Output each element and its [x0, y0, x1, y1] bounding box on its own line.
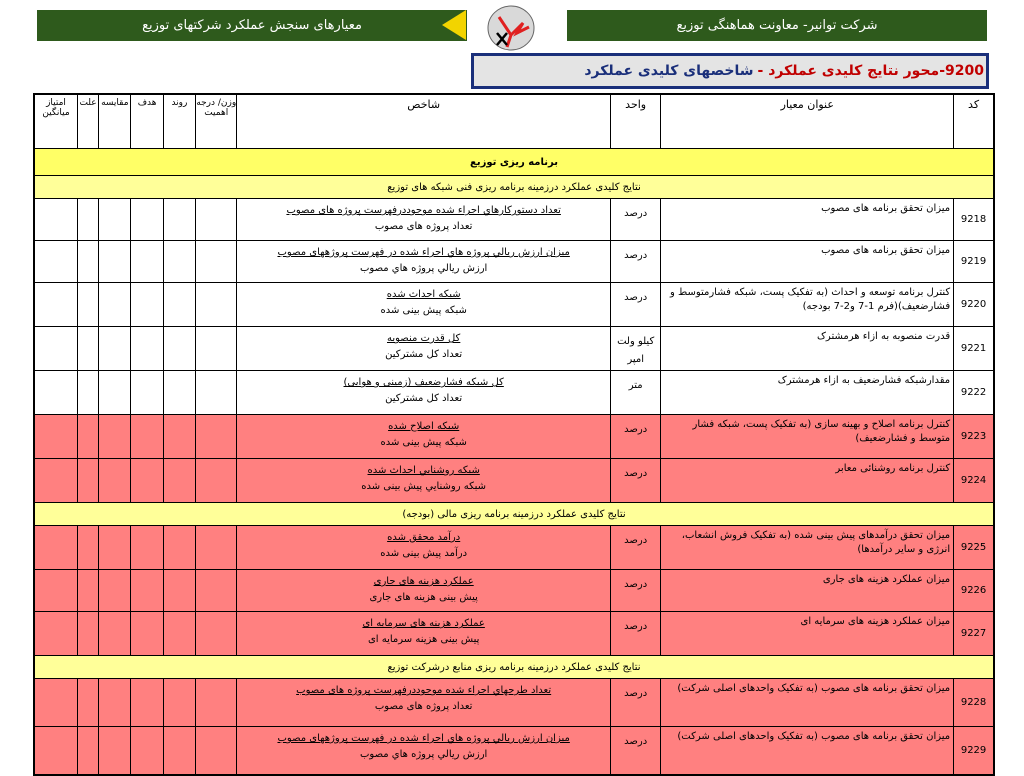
table-row: [34, 241, 994, 283]
row-cause-cell: [77, 570, 98, 612]
row-avg-score-cell: [34, 727, 77, 775]
row-criterion: میزان عملکرد هزینه های سرمایه ای: [661, 612, 954, 656]
row-trend-cell: [163, 612, 195, 656]
row-code: 9218: [954, 199, 994, 241]
indicator-numerator: تعداد دستورکارهاي اجراء شده موجوددرفهرست پروژه های مصوب: [286, 205, 561, 216]
row-code: 9221: [954, 327, 994, 371]
row-weight-cell: [196, 371, 237, 415]
table-row: [34, 679, 994, 727]
rows-group-3: [34, 679, 994, 775]
rows-group-2: [34, 526, 994, 656]
row-target-cell: [131, 727, 163, 775]
row-trend-cell: [163, 679, 195, 727]
indicator-denominator: تعداد پروژه های مصوب: [374, 701, 473, 712]
row-cause-cell: [77, 727, 98, 775]
row-unit: درصد: [610, 679, 660, 727]
row-code: 9229: [954, 727, 994, 775]
row-code: 9222: [954, 371, 994, 415]
row-target-cell: [131, 415, 163, 459]
row-trend-cell: [163, 570, 195, 612]
row-cause-cell: [77, 199, 98, 241]
indicator-numerator: شبکه روشنایي احداث شده: [367, 465, 480, 476]
indicator-numerator: ميزان ارزش ريالي پروژه هاي اجراء شده در فهرست پروژههای مصوب: [277, 247, 570, 258]
row-unit: درصد: [610, 526, 660, 570]
row-code: 9227: [954, 612, 994, 656]
row-criterion: میزان تحقق برنامه های مصوب: [661, 241, 954, 283]
row-avg-score-cell: [34, 199, 77, 241]
row-code: 9226: [954, 570, 994, 612]
row-target-cell: [131, 570, 163, 612]
row-avg-score-cell: [34, 679, 77, 727]
col-weight: وزن/ درجه اهمیت: [196, 94, 237, 149]
indicator-denominator: ارزش ريالي پروژه هاي مصوب: [359, 749, 488, 760]
row-code: 9228: [954, 679, 994, 727]
row-compare-cell: [99, 415, 131, 459]
row-indicator: [237, 327, 611, 371]
row-trend-cell: [163, 459, 195, 503]
row-indicator: [237, 415, 611, 459]
col-code: کد: [954, 94, 994, 149]
row-trend-cell: [163, 727, 195, 775]
row-compare-cell: [99, 241, 131, 283]
row-target-cell: [131, 679, 163, 727]
row-indicator: [237, 371, 611, 415]
row-compare-cell: [99, 327, 131, 371]
table-row: [34, 570, 994, 612]
row-compare-cell: [99, 727, 131, 775]
col-trend: روند: [163, 94, 195, 149]
row-unit: درصد: [610, 415, 660, 459]
row-indicator: [237, 459, 611, 503]
row-avg-score-cell: [34, 612, 77, 656]
row-unit: درصد: [610, 241, 660, 283]
indicator-numerator: تعداد طرحهاي اجراء شده موجوددرفهرست پروژه های مصوب: [296, 685, 552, 696]
section-title-blue: شاخصهای کلیدی عملکرد: [584, 63, 754, 79]
section-title-red: محور نتایج کلیدی عملکرد -: [757, 63, 940, 79]
row-weight-cell: [196, 415, 237, 459]
row-criterion: قدرت منصوبه به ازاء هرمشترک: [661, 327, 954, 371]
row-indicator: [237, 727, 611, 775]
row-avg-score-cell: [34, 415, 77, 459]
indicator-numerator: کل قدرت منصوبه: [387, 333, 461, 344]
col-avg-score: امتیاز میانگین: [34, 94, 77, 149]
kpi-table: [33, 93, 995, 776]
row-cause-cell: [77, 526, 98, 570]
indicator-numerator: درآمد محقق شده: [387, 532, 461, 543]
row-target-cell: [131, 241, 163, 283]
table-row: [34, 526, 994, 570]
table-row: [34, 371, 994, 415]
row-compare-cell: [99, 526, 131, 570]
row-cause-cell: [77, 612, 98, 656]
row-criterion: میزان تحقق برنامه های مصوب (به تفکیک واحدهای اصلی شرکت): [661, 679, 954, 727]
row-weight-cell: [196, 727, 237, 775]
row-cause-cell: [77, 415, 98, 459]
row-unit: درصد: [610, 459, 660, 503]
row-criterion: مقدارشبکه فشارضعیف به ازاء هرمشترک: [661, 371, 954, 415]
section-code: 9200-: [939, 63, 984, 79]
row-trend-cell: [163, 283, 195, 327]
indicator-denominator: ارزش ريالي پروژه هاي مصوب: [359, 263, 488, 274]
row-code: 9219: [954, 241, 994, 283]
table-row: [34, 727, 994, 775]
section-heading: نتایج کلیدی عملکرد درزمینه برنامه ریزی مالی (بودجه): [34, 503, 994, 526]
row-cause-cell: [77, 283, 98, 327]
row-indicator: [237, 283, 611, 327]
row-target-cell: [131, 199, 163, 241]
indicator-numerator: شبکه اصلاح شده: [388, 421, 460, 432]
row-compare-cell: [99, 570, 131, 612]
header-left-title: معیارهای سنجش عملکرد شرکتهای توزیع: [37, 10, 467, 41]
table-row: [34, 612, 994, 656]
row-trend-cell: [163, 371, 195, 415]
row-code: 9224: [954, 459, 994, 503]
arrow-left-icon: [442, 10, 466, 40]
row-indicator: [237, 612, 611, 656]
row-trend-cell: [163, 199, 195, 241]
row-weight-cell: [196, 199, 237, 241]
row-compare-cell: [99, 371, 131, 415]
row-weight-cell: [196, 612, 237, 656]
row-criterion: کنترل برنامه روشنائی معابر: [661, 459, 954, 503]
row-weight-cell: [196, 283, 237, 327]
row-unit: درصد: [610, 612, 660, 656]
row-target-cell: [131, 283, 163, 327]
row-avg-score-cell: [34, 570, 77, 612]
row-unit: کیلو ولت امپر: [610, 327, 660, 371]
section-title: [471, 53, 989, 89]
row-code: 9225: [954, 526, 994, 570]
indicator-denominator: شبکه پیش بینی شده: [380, 437, 467, 448]
row-indicator: [237, 199, 611, 241]
row-cause-cell: [77, 679, 98, 727]
row-unit: درصد: [610, 199, 660, 241]
indicator-denominator: تعداد پروژه های مصوب: [374, 221, 473, 232]
indicator-numerator: شبکه احداث شده: [386, 289, 461, 300]
row-indicator: [237, 241, 611, 283]
table-row: [34, 415, 994, 459]
row-unit: متر: [610, 371, 660, 415]
row-avg-score-cell: [34, 526, 77, 570]
row-unit: درصد: [610, 727, 660, 775]
row-indicator: [237, 526, 611, 570]
row-weight-cell: [196, 526, 237, 570]
row-avg-score-cell: [34, 241, 77, 283]
row-weight-cell: [196, 327, 237, 371]
col-cause: علت: [77, 94, 98, 149]
col-indicator: شاخص: [237, 94, 611, 149]
row-unit: درصد: [610, 283, 660, 327]
row-weight-cell: [196, 570, 237, 612]
row-unit: درصد: [610, 570, 660, 612]
row-target-cell: [131, 459, 163, 503]
col-compare: مقایسه: [99, 94, 131, 149]
row-target-cell: [131, 371, 163, 415]
table-row: [34, 199, 994, 241]
row-code: 9223: [954, 415, 994, 459]
indicator-numerator: عملکرد هزینه های جاری: [373, 576, 474, 587]
indicator-denominator: درآمد پیش بینی شده: [380, 548, 468, 559]
row-cause-cell: [77, 327, 98, 371]
row-target-cell: [131, 327, 163, 371]
row-trend-cell: [163, 327, 195, 371]
row-weight-cell: [196, 679, 237, 727]
indicator-denominator: پیش بینی هزینه های جاری: [369, 592, 478, 603]
table-row: [34, 283, 994, 327]
table-header-row: [34, 94, 994, 149]
indicator-numerator: عملکرد هزینه های سرمایه ای: [362, 618, 485, 629]
row-weight-cell: [196, 459, 237, 503]
row-compare-cell: [99, 283, 131, 327]
row-target-cell: [131, 526, 163, 570]
indicator-denominator: پیش بینی هزینه سرمایه ای: [367, 634, 480, 645]
indicator-denominator: شبکه پیش بینی شده: [380, 305, 467, 316]
row-indicator: [237, 679, 611, 727]
row-compare-cell: [99, 612, 131, 656]
row-code: 9220: [954, 283, 994, 327]
table-row: [34, 327, 994, 371]
indicator-denominator: تعداد کل مشترکین: [385, 393, 463, 404]
row-avg-score-cell: [34, 283, 77, 327]
row-criterion: کنترل برنامه توسعه و احداث (به تفکیک پست، شبکه فشارمتوسط و فشارضعیف)(فرم 1-7 و2-7 بودجه): [661, 283, 954, 327]
row-criterion: میزان تحقق برنامه های مصوب: [661, 199, 954, 241]
indicator-numerator: کل شبکه فشارضعیف (زمینی و هوایی): [343, 377, 504, 388]
indicator-denominator: تعداد کل مشترکین: [385, 349, 463, 360]
table-row: [34, 459, 994, 503]
tavanir-logo: [477, 3, 545, 53]
row-trend-cell: [163, 415, 195, 459]
row-target-cell: [131, 612, 163, 656]
section-heading: برنامه ریزی توزیع: [34, 149, 994, 176]
rows-group-1: [34, 199, 994, 503]
row-trend-cell: [163, 526, 195, 570]
row-criterion: میزان تحقق برنامه های مصوب (به تفکیک واحدهای اصلی شرکت): [661, 727, 954, 775]
indicator-denominator: شبکه روشنایي پیش بینی شده: [361, 481, 487, 492]
indicator-numerator: ميزان ارزش ريالي پروژه هاي اجراء شده در فهرست پروژههای مصوب: [277, 733, 570, 744]
row-weight-cell: [196, 241, 237, 283]
section-heading: نتایج کلیدی عملکرد درزمینه برنامه ریزی منابع درشرکت توزیع: [34, 656, 994, 679]
row-criterion: کنترل برنامه اصلاح و بهینه سازی (به تفکیک پست، شبکه فشار متوسط و فشارضعیف): [661, 415, 954, 459]
row-avg-score-cell: [34, 459, 77, 503]
row-criterion: میزان عملکرد هزینه های جاری: [661, 570, 954, 612]
row-cause-cell: [77, 241, 98, 283]
col-unit: واحد: [610, 94, 660, 149]
row-trend-cell: [163, 241, 195, 283]
row-compare-cell: [99, 459, 131, 503]
section-heading: نتایج کلیدی عملکرد درزمینه برنامه ریزی فنی شبکه های توزیع: [34, 176, 994, 199]
row-criterion: میزان تحقق درآمدهای پیش بینی شده (به تفکیک فروش انشعاب، انرژی و سایر درآمدها): [661, 526, 954, 570]
row-compare-cell: [99, 679, 131, 727]
row-avg-score-cell: [34, 327, 77, 371]
row-compare-cell: [99, 199, 131, 241]
row-cause-cell: [77, 371, 98, 415]
header-right-title: شرکت توانیر- معاونت هماهنگی توزیع: [567, 10, 987, 41]
col-criterion: عنوان معیار: [661, 94, 954, 149]
row-indicator: [237, 570, 611, 612]
row-avg-score-cell: [34, 371, 77, 415]
col-target: هدف: [131, 94, 163, 149]
row-cause-cell: [77, 459, 98, 503]
